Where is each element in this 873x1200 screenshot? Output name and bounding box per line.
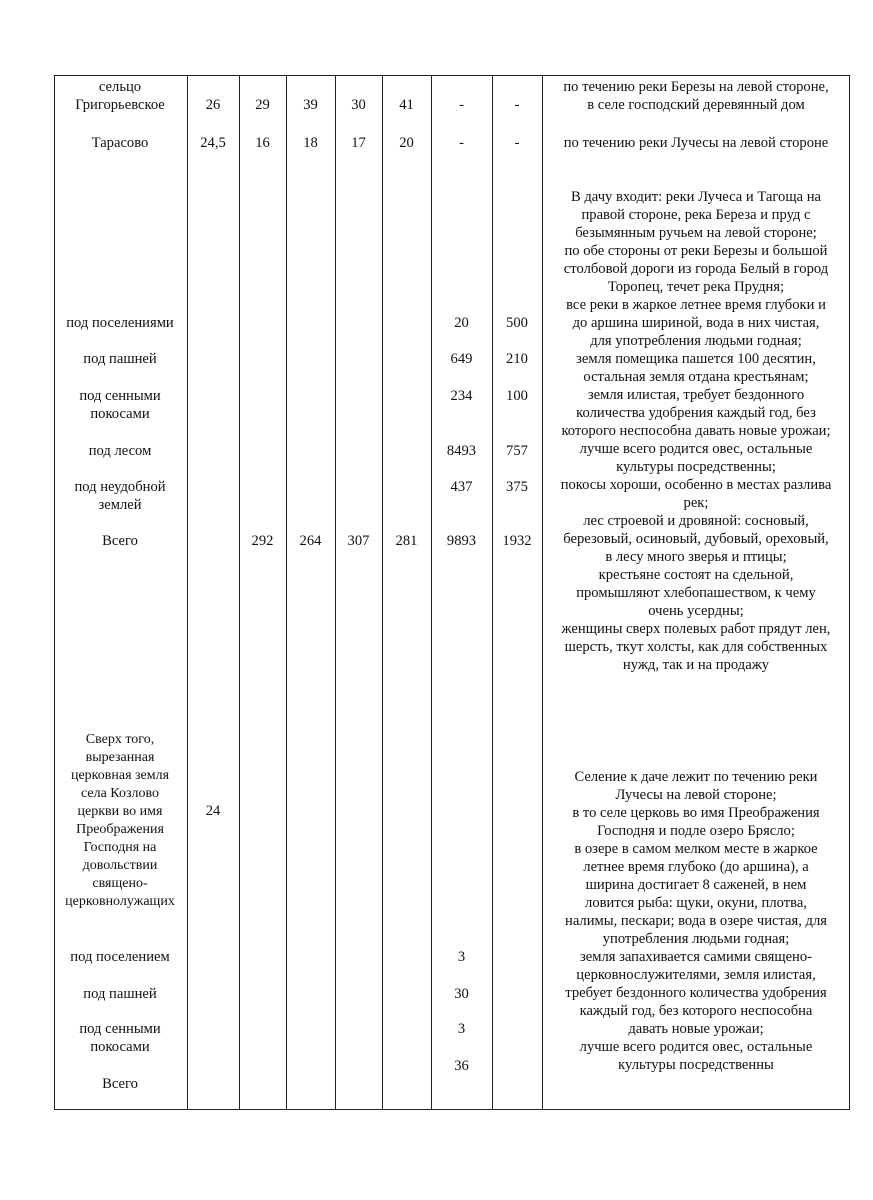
- col-border-6: [431, 75, 432, 1110]
- row-tarasovo-note: по течению реки Лучесы на левой стороне: [563, 135, 829, 151]
- row-grigor-v6: -: [459, 97, 464, 113]
- dacha-total-v3: 264: [299, 533, 322, 549]
- col-border-2: [239, 75, 240, 1110]
- col-border-3: [286, 75, 287, 1110]
- col-border-4: [335, 75, 336, 1110]
- dacha-land-v6: 649: [450, 351, 473, 367]
- row-grigor-note: по течению реки Березы на левой стороне, в селе господский деревянный дом: [563, 79, 829, 113]
- table-bottom-border: [54, 1109, 850, 1110]
- col-border-9: [849, 75, 850, 1110]
- row-grigor-v3: 39: [303, 97, 318, 113]
- row-grigor-v7: -: [514, 97, 520, 113]
- church-land-label: под сенными покосами: [79, 1021, 161, 1055]
- row-tarasovo-v6: -: [459, 135, 464, 151]
- col-border-5: [382, 75, 383, 1110]
- dacha-land-v7: 100: [506, 388, 528, 404]
- row-tarasovo-name: Тарасово: [91, 135, 149, 151]
- row-grigor-name: сельцо Григорьевское: [75, 79, 165, 113]
- dacha-total-v7: 1932: [502, 533, 532, 549]
- dacha-total-v5: 281: [395, 533, 418, 549]
- dacha-land-v6: 234: [450, 388, 473, 404]
- dacha-total-v2: 292: [251, 533, 274, 549]
- church-total-v6: 36: [454, 1058, 469, 1074]
- church-land-v6: 3: [457, 1021, 466, 1037]
- dacha-total-v6: 9893: [446, 533, 477, 549]
- row-tarasovo-v2: 16: [255, 135, 270, 151]
- row-tarasovo-v3: 18: [303, 135, 318, 151]
- church-name: Сверх того, вырезанная церковная земля села Козлово церкви во имя Преображения Господня на довольствии священо- церковнолужащих: [65, 732, 175, 909]
- dacha-land-v7: 500: [506, 315, 528, 331]
- col-border-0: [54, 75, 55, 1110]
- row-tarasovo-v7: -: [514, 135, 520, 151]
- table-top-border: [54, 75, 850, 76]
- dacha-land-label: под поселениями: [66, 315, 174, 331]
- dacha-total-label: Всего: [102, 533, 138, 549]
- dacha-land-label: под неудобной землей: [74, 479, 166, 513]
- col-border-8: [542, 75, 543, 1110]
- dacha-land-v7: 375: [506, 479, 528, 495]
- dacha-land-v6: 437: [450, 479, 473, 495]
- row-grigor-v5: 41: [399, 97, 414, 113]
- dacha-note: В дачу входит: реки Лучеса и Тагоща на правой стороне, река Береза и пруд с безымянным ручьем на левой стороне; по обе стороны от реки Березы и большой столбовой дороги из города Белый в город Торопец, течет река Прудня; все реки в жаркое летнее время глубоки и до аршина шириной, вода в них чистая, для употребления людьми годная; земля помещика пашется 100 десятин, остальная земля отдана крестьянам; земля илистая, требует бездонного количества удобрения каждый год, без которого неспособна давать новые урожаи; лучше всего родится овес, остальные культуры посредственны; покосы хороши, особенно в местах разлива рек; лес строевой и дровяной: сосновый, березовый, осиновый, дубовый, ореховый, в лесу много зверья и птицы; крестьяне состоят на сдельной, промышляют хлебопашеством, к чему очень усердны; женщины сверх полевых работ прядут лен, шерсть, ткут холсты, как для собственных нужд, так и на продажу: [560, 189, 832, 673]
- church-note: Селение к даче лежит по течению реки Лучесы на левой стороне; в то селе церковь во имя Преображения Господня и подле озеро Брясло; в озере в самом мелком месте в жаркое летнее время глубоко (до аршина), а ширина достигает 8 саженей, в нем ловится рыба: щуки, окуни, плотва, налимы, пескари; вода в озере чистая, для употребления людьми годная; земля запахивается самими священо- церковнослужителями, земля илистая, требует бездонного количества удобрения каждый год, без которого неспособна давать новые урожаи; лучше всего родится овес, остальные культуры посредственны: [565, 769, 827, 1073]
- dacha-total-v4: 307: [347, 533, 370, 549]
- row-grigor-v4: 30: [351, 97, 366, 113]
- row-grigor-v2: 29: [255, 97, 270, 113]
- dacha-land-v6: 20: [454, 315, 469, 331]
- col-border-7: [492, 75, 493, 1110]
- col-border-1: [187, 75, 188, 1110]
- church-land-label: под пашней: [83, 986, 157, 1002]
- row-tarasovo-v4: 17: [351, 135, 366, 151]
- dacha-land-v7: 210: [506, 351, 528, 367]
- church-land-v6: 30: [454, 986, 469, 1002]
- row-grigor-v1: 26: [205, 97, 221, 113]
- church-land-label: под поселением: [70, 949, 170, 965]
- row-tarasovo-v1: 24,5: [200, 135, 226, 151]
- church-land-v6: 3: [457, 949, 466, 965]
- church-v1: 24: [205, 803, 221, 819]
- dacha-land-v7: 757: [506, 443, 528, 459]
- row-tarasovo-v5: 20: [399, 135, 414, 151]
- dacha-land-label: под сенными покосами: [79, 388, 161, 422]
- dacha-land-label: под пашней: [83, 351, 157, 367]
- church-total-label: Всего: [102, 1076, 138, 1092]
- dacha-land-label: под лесом: [88, 443, 152, 459]
- dacha-land-v6: 8493: [446, 443, 477, 459]
